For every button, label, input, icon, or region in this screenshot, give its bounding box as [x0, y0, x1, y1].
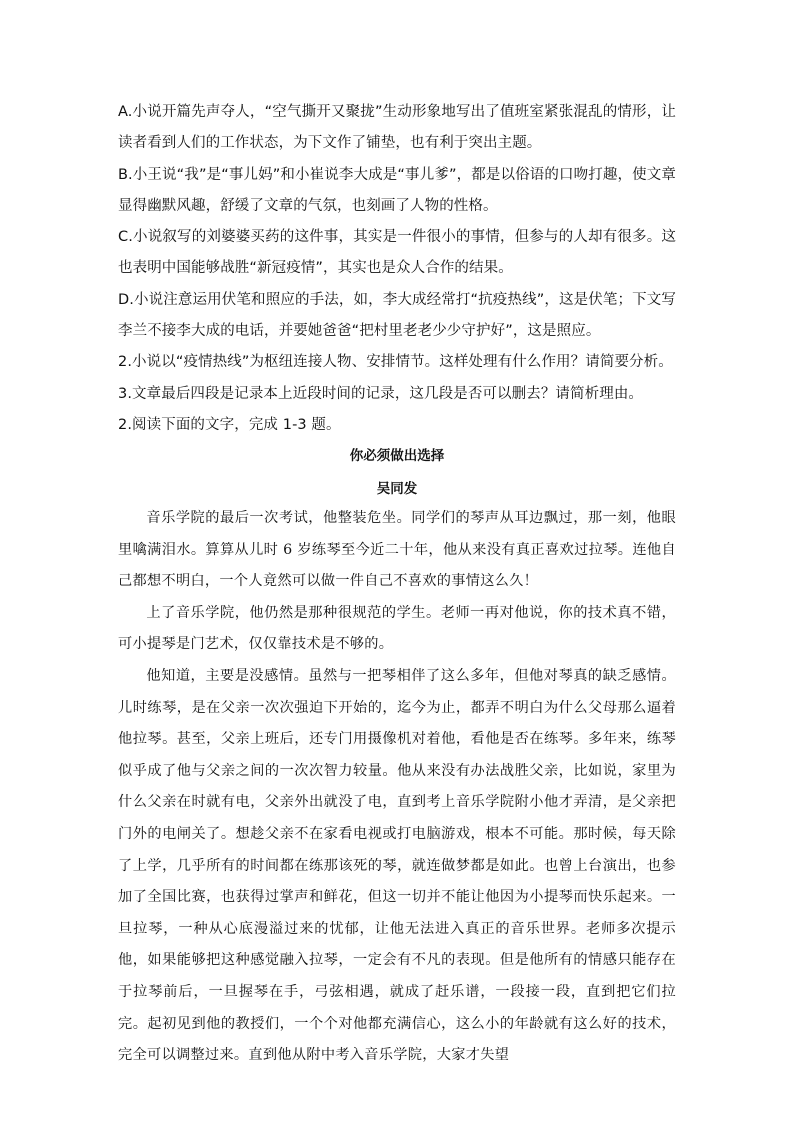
story-body — [118, 503, 676, 1072]
story-paragraph: 上了音乐学院，他仍然是那种很规范的学生。老师一再对他说，你的技术真不错，可小提琴是门艺术，仅仅靠技术是不够的。 — [118, 604, 676, 653]
section-2-instruction: 2.阅读下面的文字，完成 1-3 题。 — [118, 416, 341, 433]
story-author: 吴同发 — [376, 481, 418, 497]
story-paragraph: 他知道，主要是没感情。虽然与一把琴相伴了这么多年，但他对琴真的缺乏感情。儿时练琴，是在父亲一次次强迫下开始的，迄今为止，都弄不明白为什么父母那么逼着他拉琴。甚至，父亲上班后，还专门用摄像机对着他，看他是否在练琴。多年来，练琴似乎成了他与父亲之间的一次次智力较量。他从来没有办法战胜父亲，比如说，家里为什么父亲在时就有电，父亲外出就没了电，直到考上音乐学院附小他才弄清，是父亲把门外的电闸关了。想趁父亲不在家看电视或打电脑游戏，根本不可能。那时候，每天除了上学，几乎所有的时间都在练那该死的琴，就连做梦都是如此。也曾上台演出，也参加了全国比赛，也获得过掌声和鲜花，但这一切并不能让他因为小提琴而快乐起来。一旦拉琴，一种从心底漫溢过来的忧郁，让他无法进入真正的音乐世界。老师多次提示他，如果能够把这种感觉融入拉琴，一定会有不凡的表现。但是他所有的情感只能存在于拉琴前后，一旦握琴在手，弓弦相遇，就成了赶乐谱，一段接一段，直到把它们拉完。起初见到他的教授们，一个个对他都充满信心，这么小的年龄就有这么好的技术，完全可以调整过来。直到他从附中考入音乐学院，大家才失望 — [118, 667, 676, 1064]
question-block — [118, 97, 676, 441]
story-paragraph: 音乐学院的最后一次考试，他整装危坐。同学们的琴声从耳边飘过，那一刻，他眼里噙满泪水。算算从儿时 6 岁练琴至今近二十年，他从来没有真正喜欢过拉琴。连他自己都想不明白，一个人竟然可以做一件自己不喜欢的事情这么久！ — [118, 510, 676, 590]
question-2: 2.小说以“疫情热线”为枢纽连接人物、安排情节。这样处理有什么作用？请简要分析。 — [118, 354, 673, 371]
story-title: 你必须做出选择 — [349, 448, 445, 464]
option-d: D.小说注意运用伏笔和照应的手法，如，李大成经常打“抗疫热线”，这是伏笔；下文写李兰不接李大成的电话，并要她爸爸“把村里老老少少守护好”，这是照应。 — [118, 291, 676, 340]
question-3: 3.文章最后四段是记录本上近段时间的记录，这几段是否可以删去？请简析理由。 — [118, 385, 644, 402]
option-c: C.小说叙写的刘婆婆买药的这件事，其实是一件很小的事情，但参与的人却有很多。这也表明中国能够战胜“新冠疫情”，其实也是众人合作的结果。 — [118, 229, 676, 277]
option-a: A.小说开篇先声夺人，“空气撕开又聚拢”生动形象地写出了值班室紧张混乱的情形，让读者看到人们的工作状态，为下文作了铺垫，也有利于突出主题。 — [118, 104, 676, 152]
option-b: B.小王说“我”是“事儿妈”和小崔说李大成是“事儿爹”，都是以俗语的口吻打趣，使文章显得幽默风趣，舒缓了文章的气氛，也刻画了人物的性格。 — [118, 166, 676, 214]
